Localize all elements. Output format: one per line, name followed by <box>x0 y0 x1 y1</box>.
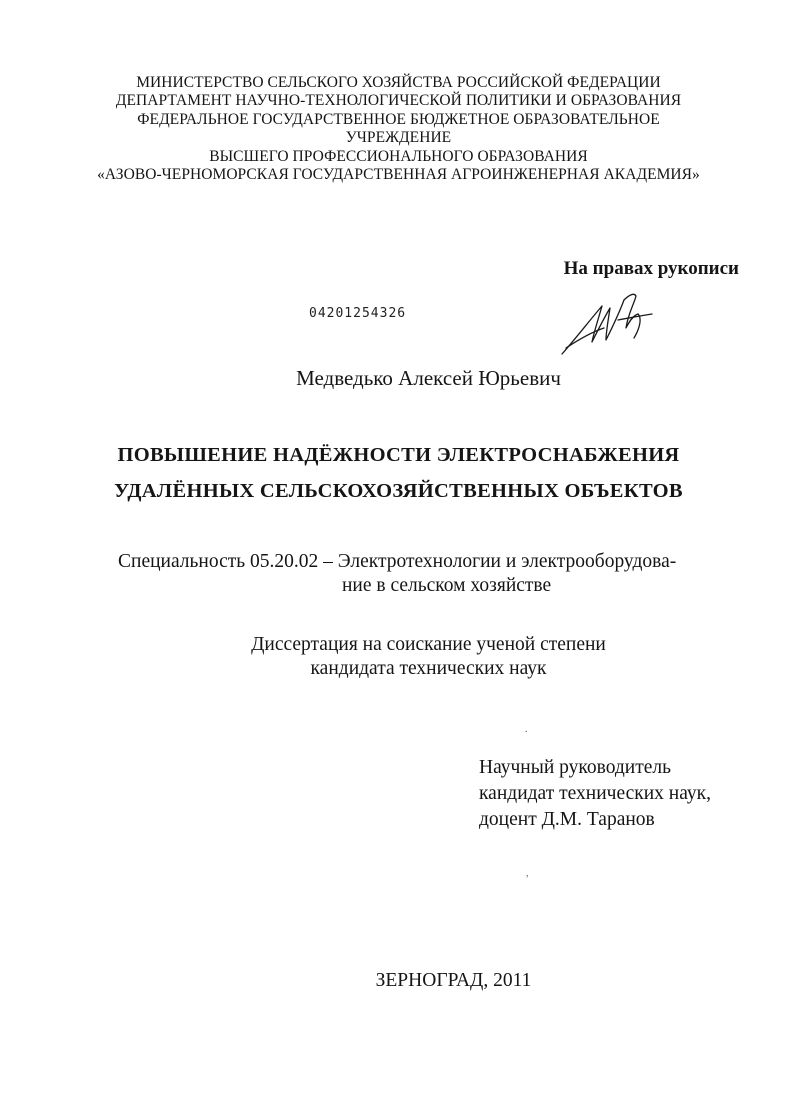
registration-number: 04201254326 <box>309 306 407 321</box>
scan-speck: . <box>525 724 528 735</box>
header-line-ministry: МИНИСТЕРСТВО СЕЛЬСКОГО ХОЗЯЙСТВА РОССИЙСКОЙ ФЕДЕРАЦИИ <box>136 74 661 91</box>
dissertation-title <box>0 437 797 509</box>
author-name-text: Медведько Алексей Юрьевич <box>296 366 561 390</box>
city-year <box>0 970 797 992</box>
signature-stroke-3 <box>624 294 638 328</box>
supervisor-line-1: Научный руководитель <box>479 757 672 778</box>
title-line-2: УДАЛЁННЫХ СЕЛЬСКОХОЗЯЙСТВЕННЫХ ОБЪЕКТОВ <box>114 480 683 502</box>
degree-block <box>0 633 797 681</box>
signature-stroke-1 <box>562 300 624 354</box>
supervisor-line-2: кандидат технических наук, <box>479 783 711 804</box>
institution-header <box>0 74 797 184</box>
supervisor-block <box>479 755 711 833</box>
header-line-federal-institution: ФЕДЕРАЛЬНОЕ ГОСУДАРСТВЕННОЕ БЮДЖЕТНОЕ ОБРАЗОВАТЕЛЬНОЕ <box>137 110 660 128</box>
specialty-line-2: ние в сельском хозяйстве <box>342 575 552 596</box>
specialty-block <box>118 550 676 598</box>
signature-stroke-2 <box>566 328 604 348</box>
degree-line-1: Диссертация на соискание ученой степени <box>251 634 606 655</box>
header-line-academy: «АЗОВО-ЧЕРНОМОРСКАЯ ГОСУДАРСТВЕННАЯ АГРОИНЖЕНЕРНАЯ АКАДЕМИЯ» <box>97 166 700 184</box>
signature-stroke-5 <box>634 314 640 338</box>
author-signature <box>558 288 658 360</box>
degree-line-2: кандидата технических наук <box>310 658 547 679</box>
author-name <box>0 366 797 391</box>
city-year-text: ЗЕРНОГРАД, 2011 <box>375 970 532 991</box>
manuscript-rights-label: На правах рукописи <box>563 258 739 279</box>
supervisor-line-3: доцент Д.М. Таранов <box>479 809 655 830</box>
title-line-1: ПОВЫШЕНИЕ НАДЁЖНОСТИ ЭЛЕКТРОСНАБЖЕНИЯ <box>117 444 680 466</box>
specialty-line-1: Специальность 05.20.02 – Электротехнологии и электрооборудова- <box>118 551 677 572</box>
header-line-higher-education: ВЫСШЕГО ПРОФЕССИОНАЛЬНОГО ОБРАЗОВАНИЯ <box>209 147 588 165</box>
header-line-institution: УЧРЕЖДЕНИЕ <box>345 129 452 147</box>
header-line-department: ДЕПАРТАМЕНТ НАУЧНО-ТЕХНОЛОГИЧЕСКОЙ ПОЛИТИКИ И ОБРАЗОВАНИЯ <box>115 92 682 110</box>
scan-speck: , <box>526 868 529 879</box>
